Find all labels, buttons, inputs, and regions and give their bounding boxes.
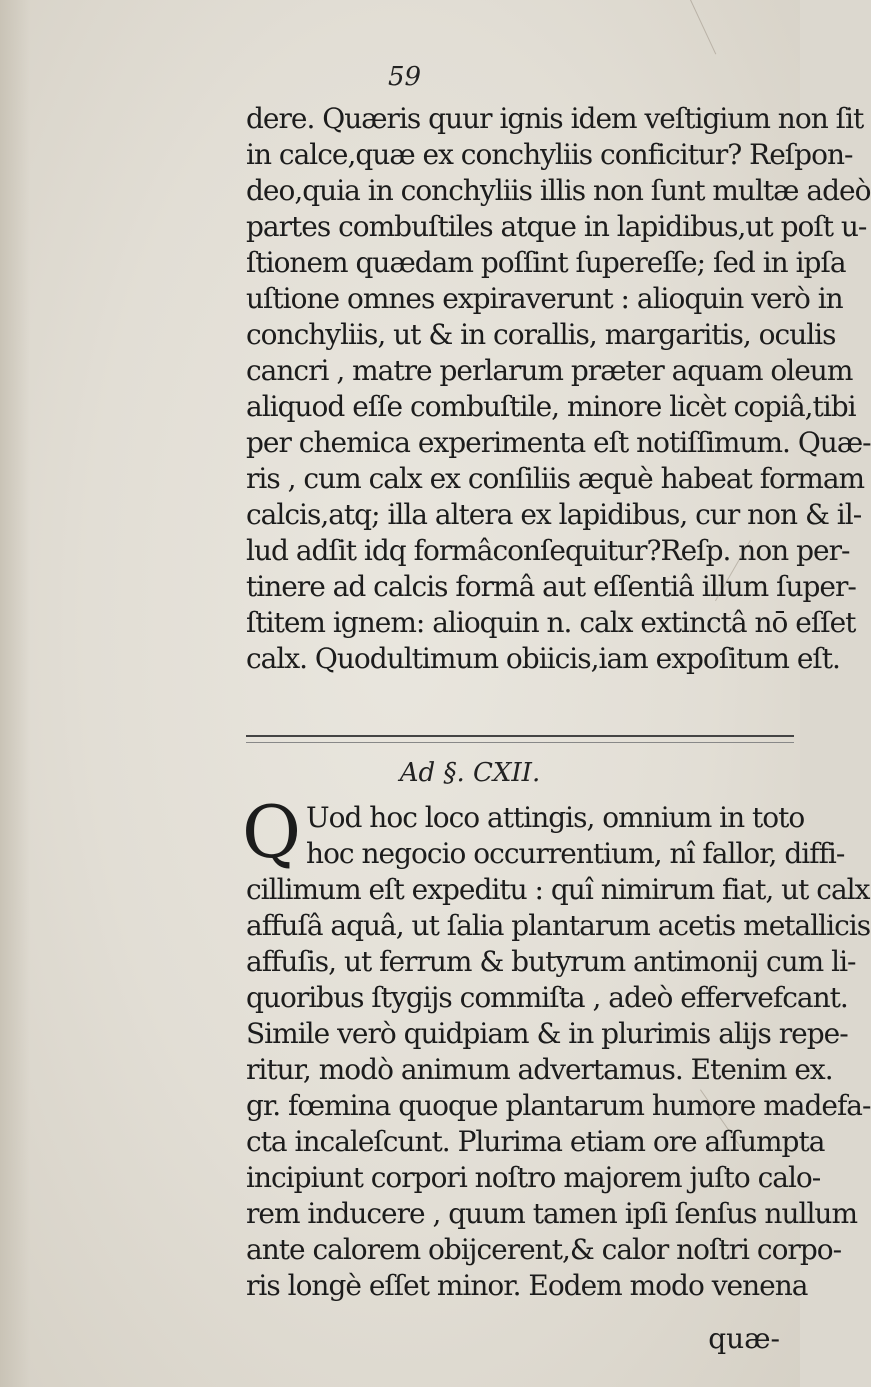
text-block-bottom	[242, 790, 871, 1304]
text-line: lud adſit idq formâconſequitur?Reſp. non per-	[246, 534, 850, 567]
text-line: cancri , matre perlarum præter aquam oleum	[246, 354, 853, 387]
text-line: in calce,quæ ex conchyliis conficitur? Reſpon-	[246, 138, 853, 171]
text-line: calx. Quodultimum obiicis,iam expoſitum eſt.	[246, 642, 840, 675]
drop-cap: Q	[242, 790, 301, 874]
page-number: 59	[388, 62, 422, 92]
text-line: quoribus ſtygijs commiſta , adeò effervefcant.	[246, 981, 848, 1014]
text-line: ſtitem ignem: alioquin n. calx extinctâ nō eſſet	[246, 606, 856, 639]
text-line: uſtione omnes expiraverunt : alioquin verò in	[246, 282, 843, 315]
catchword: quæ-	[708, 1322, 780, 1355]
section-rule	[246, 735, 794, 737]
text-block-top	[246, 101, 871, 677]
text-line: ris , cum calx ex conſiliis æquè habeat formam	[246, 462, 865, 495]
text-line: deo,quia in conchyliis illis non ſunt multæ adeò	[246, 174, 871, 207]
section-heading	[0, 758, 800, 788]
text-line: ritur, modò animum advertamus. Etenim ex.	[246, 1053, 833, 1086]
section-heading-text: Ad §. CXII.	[399, 758, 541, 788]
text-line: dere. Quæris quur ignis idem veſtigium non ſit	[246, 102, 864, 135]
text-line: partes combuſtiles atque in lapidibus,ut poſt u-	[246, 210, 867, 243]
text-line: incipiunt corpori noſtro majorem juſto calo-	[246, 1161, 821, 1194]
text-line: tinere ad calcis formâ aut eſſentiâ illum ſuper-	[246, 570, 856, 603]
text-line: Simile verò quidpiam & in plurimis alijs repe-	[246, 1017, 848, 1050]
text-line: rem inducere , quum tamen ipſi ſenſus nullum	[246, 1197, 857, 1230]
spine-shadow	[0, 0, 30, 1387]
text-line: ris longè eſſet minor. Eodem modo venena	[246, 1269, 808, 1302]
text-line: Uod hoc loco attingis, omnium in toto	[306, 801, 805, 834]
text-line: hoc negocio occurrentium, nî fallor, diffi-	[306, 837, 845, 870]
text-line: aliquod eſſe combuſtile, minore licèt copiâ,tibi	[246, 390, 856, 423]
text-line: gr. fœmina quoque plantarum humore madefa-	[246, 1089, 871, 1122]
text-line: ſtionem quædam poſſint ſupereſſe; ſed in ipſa	[246, 246, 846, 279]
section-rule-thin	[246, 742, 794, 743]
text-line: cillimum eſt expeditu : quî nimirum fiat, ut calx	[246, 873, 870, 906]
text-line: affuſâ aquâ, ut ſalia plantarum acetis metallicis	[246, 909, 871, 942]
text-line: ante calorem obijcerent,& calor noſtri corpo-	[246, 1233, 842, 1266]
page-crease	[690, 0, 716, 54]
text-line: per chemica experimenta eſt notiſſimum. Quæ-	[246, 426, 871, 459]
text-line: cta incaleſcunt. Plurima etiam ore aſſumpta	[246, 1125, 825, 1158]
text-line: conchyliis, ut & in corallis, margaritis, oculis	[246, 318, 836, 351]
text-line: affuſis, ut ferrum & butyrum antimonij cum li-	[246, 945, 856, 978]
text-line: calcis,atq; illa altera ex lapidibus, cur non & il-	[246, 498, 862, 531]
